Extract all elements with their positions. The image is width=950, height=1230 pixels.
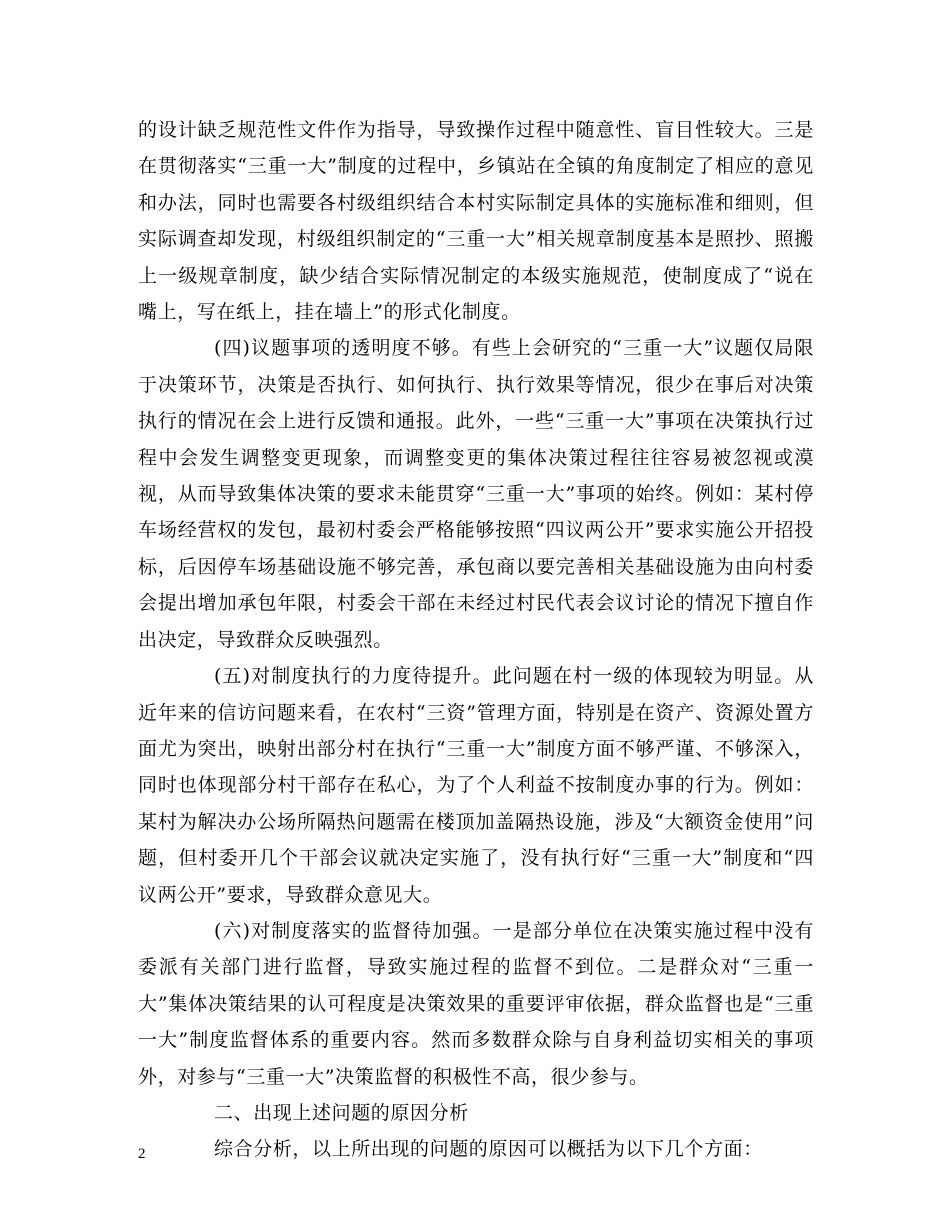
paragraph-section-6: (六)对制度落实的监督待加强。一是部分单位在决策实施过程中没有委派有关部门进行监督，导致实施过程的监督不到位。二是群众对“三重一大”集体决策结果的认可程度是决策效果的重要评审依据，群众监督也是“三重一大”制度监督体系的重要内容。然而多数群众除与自身利益切实相关的事项外，对参与“三重一大”决策监督的积极性不高，很少参与。 (138, 919, 814, 1088)
paragraph-section-5: (五)对制度执行的力度待提升。此问题在村一级的体现较为明显。从近年来的信访问题来看，在农村“三资”管理方面，特别是在资产、资源处置方面尤为突出，映射出部分村在执行“三重一大”制度方面不够严谨、不够深入，同时也体现部分村干部存在私心，为了个人利益不按制度办事的行为。例如：某村为解决办公场所隔热问题需在楼顶加盖隔热设施，涉及“大额资金使用”问题，但村委开几个干部会议就决定实施了，没有执行好“三重一大”制度和“四议两公开”要求，导致群众意见大。 (138, 665, 814, 906)
body-text (138, 112, 814, 1168)
page-number: 2 (138, 1146, 146, 1162)
section-heading: 二、出现上述问题的原因分析 (214, 1101, 469, 1124)
paragraph-section-4: (四)议题事项的透明度不够。有些上会研究的“三重一大”议题仅局限于决策环节，决策是否执行、如何执行、执行效果等情况，很少在事后对决策执行的情况在会上进行反馈和通报。此外，一些“三重一大”事项在决策执行过程中会发生调整变更现象，而调整变更的集体决策过程往往容易被忽视或漠视，从而导致集体决策的要求未能贯穿“三重一大”事项的始终。例如：某村停车场经营权的发包，最初村委会严格能够按照“四议两公开”要求实施公开招投标，后因停车场基础设施不够完善，承包商以要完善相关基础设施为由向村委会提出增加承包年限，村委会干部在未经过村民代表会议讨论的情况下擅自作出决定，导致群众反映强烈。 (138, 337, 814, 651)
paragraph-continuation: 的设计缺乏规范性文件作为指导，导致操作过程中随意性、盲目性较大。三是在贯彻落实“三重一大”制度的过程中，乡镇站在全镇的角度制定了相应的意见和办法，同时也需要各村级组织结合本村实际制定具体的实施标准和细则，但实际调查却发现，村级组织制定的“三重一大”相关规章制度基本是照抄、照搬上一级规章制度，缺少结合实际情况制定的本级实施规范，使制度成了“说在嘴上，写在纸上，挂在墙上”的形式化制度。 (138, 119, 814, 324)
paragraph-summary: 综合分析，以上所出现的问题的原因可以概括为以下几个方面： (214, 1138, 763, 1161)
